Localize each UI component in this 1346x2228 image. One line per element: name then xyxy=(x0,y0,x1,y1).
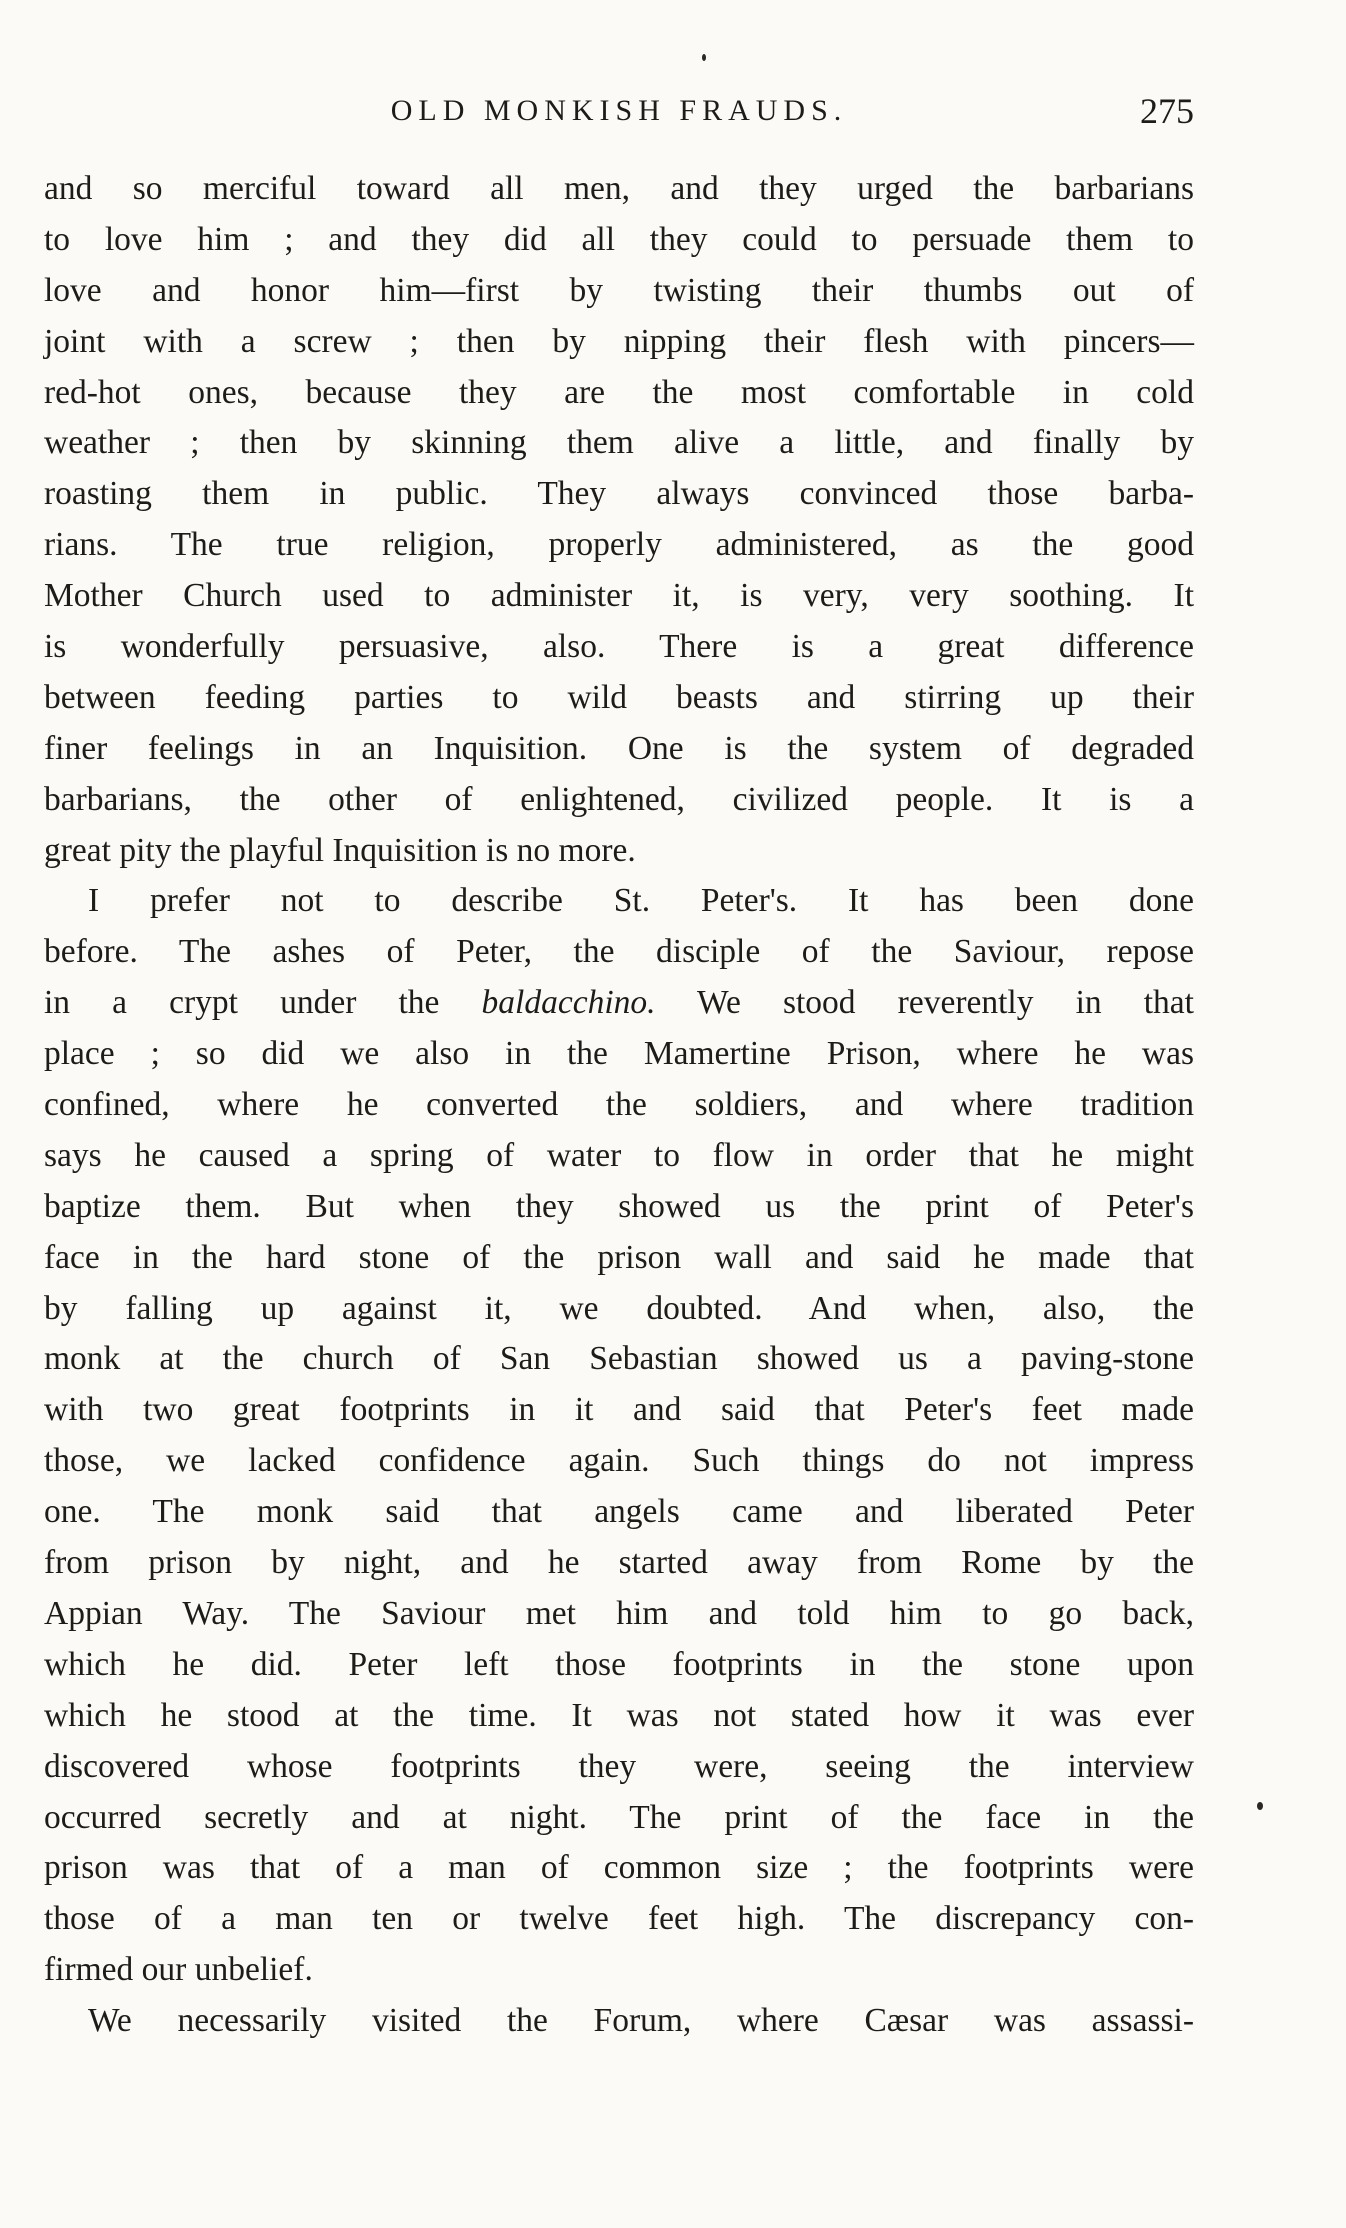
text-line: face in the hard stone of the prison wall and said he made that xyxy=(44,1238,1194,1276)
ink-speck xyxy=(1257,1802,1263,1810)
paragraph-start-line: I prefer not to describe St. Peter's. It has been done xyxy=(88,882,1194,920)
text-line: which he did. Peter left those footprints in the stone upon xyxy=(44,1645,1194,1683)
text-line: confined, where he converted the soldiers, and where tradition xyxy=(44,1086,1194,1124)
text-line: occurred secretly and at night. The print of the face in the xyxy=(44,1798,1194,1836)
text-line: before. The ashes of Peter, the disciple of the Saviour, repose xyxy=(44,933,1194,971)
text-line: to love him ; and they did all they could to persuade them to xyxy=(44,220,1194,258)
text-line: place ; so did we also in the Mamertine Prison, where he was xyxy=(44,1035,1194,1073)
text-line: those, we lacked confidence again. Such things do not impress xyxy=(44,1442,1194,1480)
text-line: says he caused a spring of water to flow in order that he might xyxy=(44,1136,1194,1174)
text-segment: in a crypt under the xyxy=(44,984,482,1022)
text-line: those of a man ten or twelve feet high. The discrepancy con- xyxy=(44,1900,1194,1938)
text-line-with-italic xyxy=(44,978,1194,1029)
text-line: baptize them. But when they showed us the print of Peter's xyxy=(44,1187,1194,1225)
text-line: discovered whose footprints they were, seeing the interview xyxy=(44,1747,1194,1785)
text-line: between feeding parties to wild beasts and stirring up their xyxy=(44,678,1194,716)
text-line: finer feelings in an Inquisition. One is the system of degraded xyxy=(44,729,1194,767)
text-line: joint with a screw ; then by nipping their flesh with pincers— xyxy=(44,322,1194,360)
paragraph-start-line: We necessarily visited the Forum, where Cæsar was assassi- xyxy=(88,2002,1194,2040)
text-line: weather ; then by skinning them alive a little, and finally by xyxy=(44,424,1194,462)
page-number: 275 xyxy=(1140,91,1194,131)
text-line: roasting them in public. They always convinced those barba- xyxy=(44,475,1194,513)
page-header xyxy=(44,86,1194,136)
text-line: which he stood at the time. It was not stated how it was ever xyxy=(44,1696,1194,1734)
text-segment: We stood reverently in that xyxy=(655,984,1194,1022)
text-line: is wonderfully persuasive, also. There is a great difference xyxy=(44,628,1194,666)
text-line: monk at the church of San Sebastian showed us a paving-stone xyxy=(44,1340,1194,1378)
body-text xyxy=(44,164,1194,2047)
text-line: red-hot ones, because they are the most comfortable in cold xyxy=(44,373,1194,411)
running-title: OLD MONKISH FRAUDS. xyxy=(390,94,848,127)
text-line: with two great footprints in it and said that Peter's feet made xyxy=(44,1391,1194,1429)
text-line: rians. The true religion, properly administered, as the good xyxy=(44,526,1194,564)
ink-speck xyxy=(702,54,706,61)
text-line: one. The monk said that angels came and liberated Peter xyxy=(44,1493,1194,1531)
text-line: by falling up against it, we doubted. And when, also, the xyxy=(44,1289,1194,1327)
text-line: from prison by night, and he started away from Rome by the xyxy=(44,1544,1194,1582)
text-line: great pity the playful Inquisition is no more. xyxy=(44,831,636,869)
text-line: Mother Church used to administer it, is very, very soothing. It xyxy=(44,577,1194,615)
text-line: firmed our unbelief. xyxy=(44,1951,313,1989)
text-line: prison was that of a man of common size ; the footprints were xyxy=(44,1849,1194,1887)
text-line: and so merciful toward all men, and they urged the barbarians xyxy=(44,170,1194,207)
italic-term: baldacchino. xyxy=(481,984,656,1022)
text-line: Appian Way. The Saviour met him and told him to go back, xyxy=(44,1594,1194,1632)
text-line: barbarians, the other of enlightened, civilized people. It is a xyxy=(44,780,1194,818)
text-line: love and honor him—first by twisting their thumbs out of xyxy=(44,271,1194,309)
